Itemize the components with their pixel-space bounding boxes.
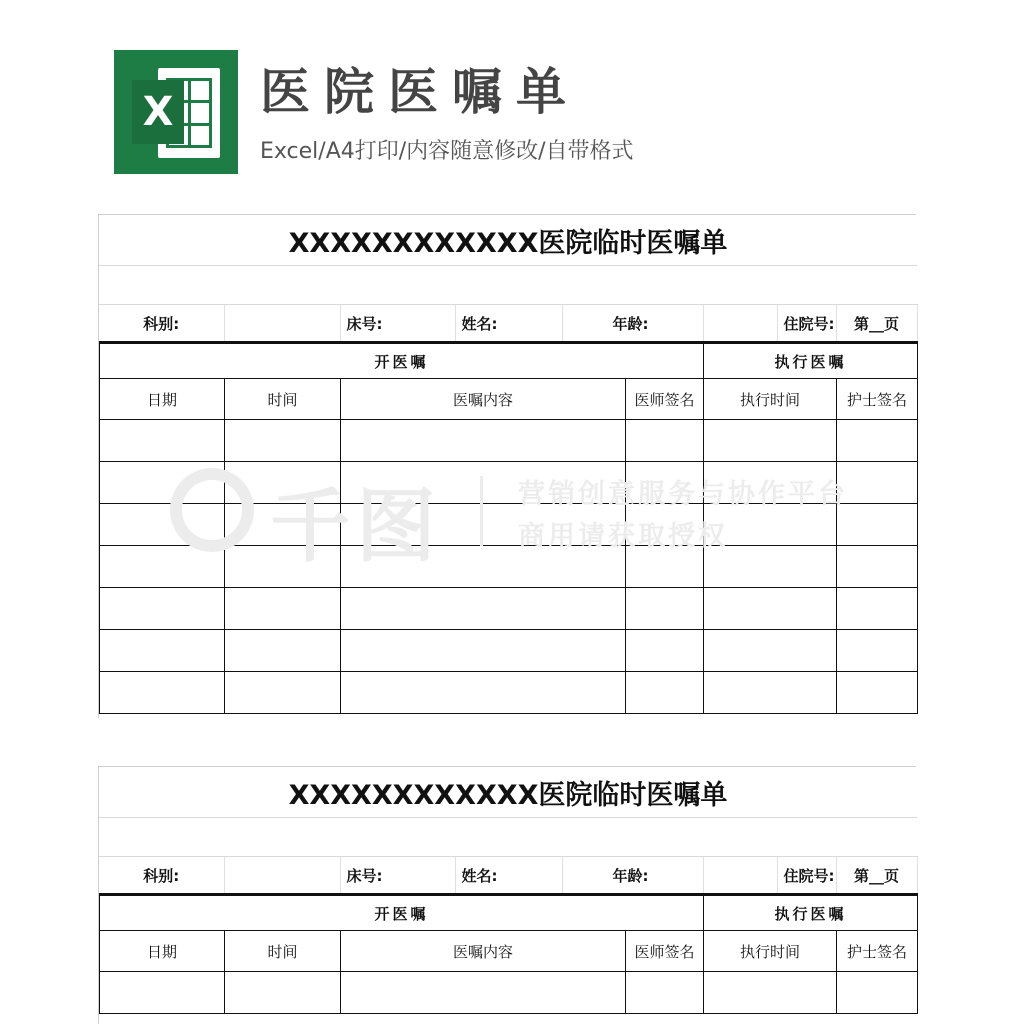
cell[interactable] xyxy=(626,462,704,504)
cell[interactable] xyxy=(626,672,704,714)
form-title: XXXXXXXXXXXX医院临时医嘱单 xyxy=(99,767,917,818)
logo-letter: X xyxy=(132,80,184,144)
table-row xyxy=(100,546,918,588)
cell[interactable] xyxy=(704,546,837,588)
cell[interactable] xyxy=(341,630,626,672)
admission-label: 住院号: xyxy=(777,857,836,895)
age-label: 年龄: xyxy=(562,857,703,895)
cell[interactable] xyxy=(225,462,341,504)
dept-value[interactable] xyxy=(224,857,340,895)
page-number-label: 第__页 xyxy=(836,305,917,343)
cell[interactable] xyxy=(341,462,626,504)
admission-label: 住院号: xyxy=(777,305,836,343)
col-date: 日期 xyxy=(100,931,225,972)
cell[interactable] xyxy=(100,672,225,714)
cell[interactable] xyxy=(837,588,918,630)
col-doctor-sign: 医师签名 xyxy=(626,931,704,972)
cell[interactable] xyxy=(704,504,837,546)
table-row xyxy=(100,588,918,630)
cell[interactable] xyxy=(341,546,626,588)
cell[interactable] xyxy=(704,630,837,672)
cell[interactable] xyxy=(225,588,341,630)
cell[interactable] xyxy=(704,588,837,630)
table-row xyxy=(100,630,918,672)
cell[interactable] xyxy=(225,546,341,588)
cell[interactable] xyxy=(626,420,704,462)
table-row xyxy=(100,462,918,504)
order-sheet-1 xyxy=(98,214,916,718)
cell[interactable] xyxy=(837,630,918,672)
col-content: 医嘱内容 xyxy=(341,931,626,972)
table-row xyxy=(100,504,918,546)
col-exec-time: 执行时间 xyxy=(704,379,837,420)
col-nurse-sign: 护士签名 xyxy=(837,379,918,420)
col-time: 时间 xyxy=(225,931,341,972)
cell[interactable] xyxy=(837,672,918,714)
cell[interactable] xyxy=(225,972,341,1014)
table-row xyxy=(100,420,918,462)
cell[interactable] xyxy=(626,546,704,588)
cell[interactable] xyxy=(341,972,626,1014)
col-content: 医嘱内容 xyxy=(341,379,626,420)
blank-row xyxy=(99,818,917,857)
order-grid xyxy=(99,895,918,1014)
cell[interactable] xyxy=(837,546,918,588)
page-title: 医院医嘱单 xyxy=(260,62,580,121)
cell[interactable] xyxy=(225,504,341,546)
col-exec-time: 执行时间 xyxy=(704,931,837,972)
cell[interactable] xyxy=(626,504,704,546)
cell[interactable] xyxy=(100,588,225,630)
section-order: 开医嘱 xyxy=(100,896,704,931)
age-label: 年龄: xyxy=(562,305,703,343)
cell[interactable] xyxy=(100,972,225,1014)
cell[interactable] xyxy=(100,504,225,546)
cell[interactable] xyxy=(225,630,341,672)
cell[interactable] xyxy=(626,972,704,1014)
cell[interactable] xyxy=(626,630,704,672)
order-grid xyxy=(99,343,918,714)
cell[interactable] xyxy=(341,588,626,630)
cell[interactable] xyxy=(100,630,225,672)
cell[interactable] xyxy=(704,672,837,714)
table-row xyxy=(100,972,918,1014)
table-row xyxy=(100,672,918,714)
cell[interactable] xyxy=(837,462,918,504)
cell[interactable] xyxy=(341,672,626,714)
col-doctor-sign: 医师签名 xyxy=(626,379,704,420)
excel-logo xyxy=(114,50,238,174)
cell[interactable] xyxy=(704,972,837,1014)
blank-row xyxy=(99,266,917,305)
age-value[interactable] xyxy=(703,857,777,895)
page-number-label: 第__页 xyxy=(836,857,917,895)
cell[interactable] xyxy=(704,462,837,504)
cell[interactable] xyxy=(225,420,341,462)
section-execute: 执行医嘱 xyxy=(704,344,918,379)
age-value[interactable] xyxy=(703,305,777,343)
section-execute: 执行医嘱 xyxy=(704,896,918,931)
col-time: 时间 xyxy=(225,379,341,420)
cell[interactable] xyxy=(704,420,837,462)
section-order: 开医嘱 xyxy=(100,344,704,379)
cell[interactable] xyxy=(626,588,704,630)
cell[interactable] xyxy=(837,972,918,1014)
cell[interactable] xyxy=(225,672,341,714)
page-subtitle: Excel/A4打印/内容随意修改/自带格式 xyxy=(260,139,634,164)
cell[interactable] xyxy=(100,420,225,462)
bed-label: 床号: xyxy=(340,305,455,343)
name-label: 姓名: xyxy=(455,305,562,343)
watermark-line-2: 商用请获取授权 xyxy=(518,521,728,552)
cell[interactable] xyxy=(837,504,918,546)
order-table xyxy=(99,767,918,895)
cell[interactable] xyxy=(100,462,225,504)
watermark-logo: 千图 xyxy=(270,480,442,573)
cell[interactable] xyxy=(837,420,918,462)
col-nurse-sign: 护士签名 xyxy=(837,931,918,972)
order-sheet-2 xyxy=(98,766,916,1024)
cell[interactable] xyxy=(341,420,626,462)
bed-label: 床号: xyxy=(340,857,455,895)
form-title: XXXXXXXXXXXX医院临时医嘱单 xyxy=(99,215,917,266)
dept-value[interactable] xyxy=(224,305,340,343)
order-table xyxy=(99,215,918,343)
col-date: 日期 xyxy=(100,379,225,420)
dept-label: 科别: xyxy=(99,305,224,343)
dept-label: 科别: xyxy=(99,857,224,895)
name-label: 姓名: xyxy=(455,857,562,895)
watermark-line-1: 营销创意服务与协作平台 xyxy=(518,479,848,510)
cell[interactable] xyxy=(341,504,626,546)
cell[interactable] xyxy=(100,546,225,588)
